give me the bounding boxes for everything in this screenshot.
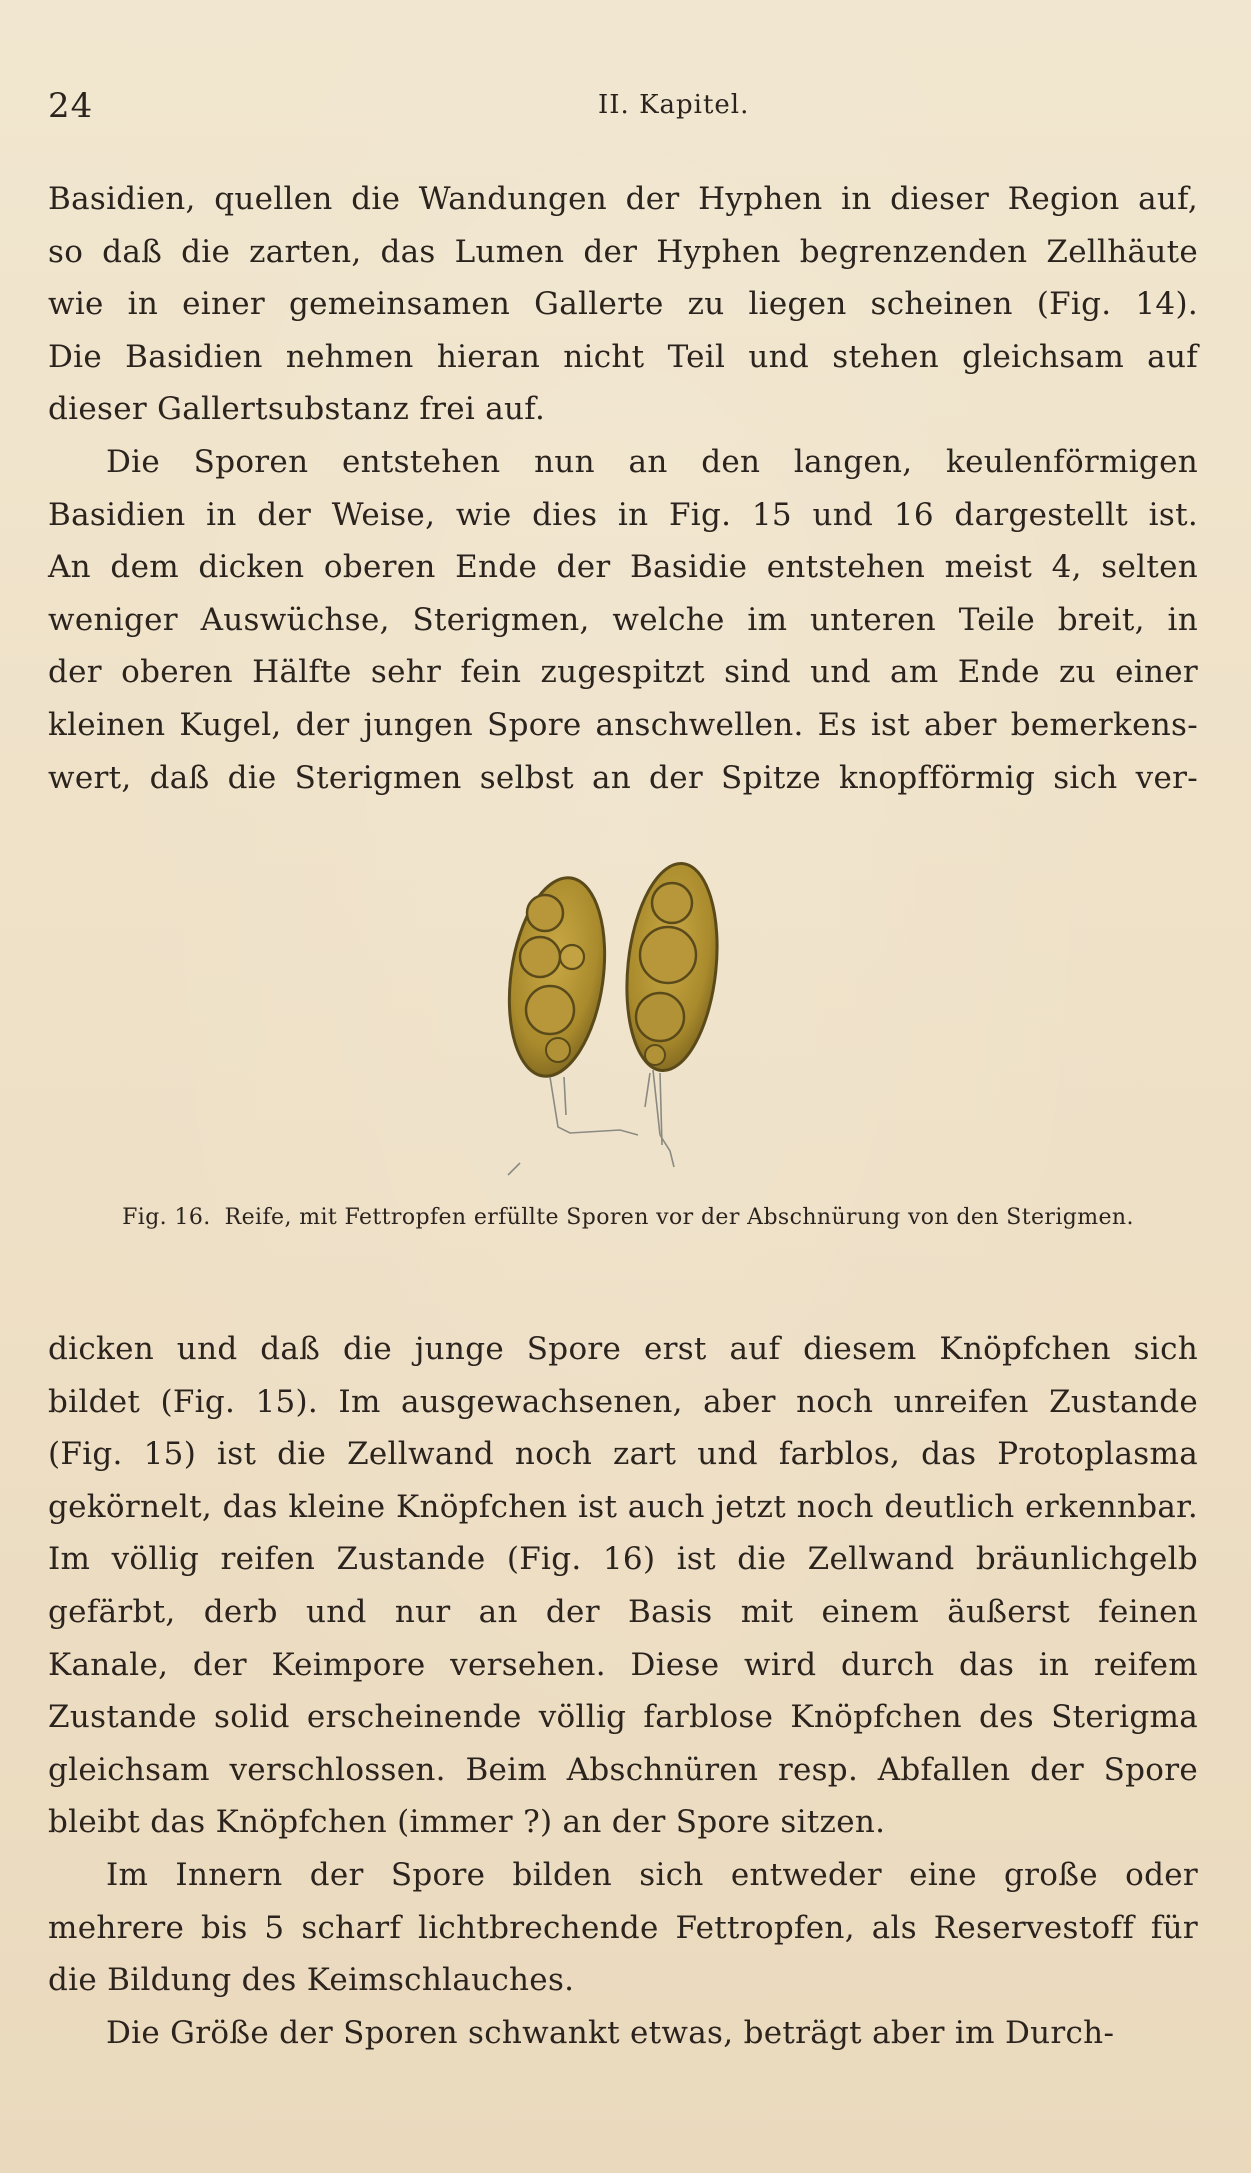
text-line: dieser Gallertsubstanz frei auf. [48,391,546,428]
text-line: so daß die zarten, das Lumen der Hyphen begrenzenden Zellhäute [48,233,1198,270]
text-line: gleichsam verschlossen. Beim Abschnüren resp. Abfallen der Spore [48,1751,1198,1788]
text-line: der oberen Hälfte sehr fein zugespitzt sind und am Ende zu einer [48,654,1198,691]
text-line: wert, daß die Sterigmen selbst an der Spitze knopfförmig sich ver- [48,759,1198,796]
text-line: Die Größe der Sporen schwankt etwas, beträgt aber im Durch- [106,2014,1115,2051]
text-line: die Bildung des Keimschlauches. [48,1962,575,1999]
spores-drawing [500,845,740,1180]
text-block-top [48,173,1198,804]
figure-caption-text: Reife, mit Fettropfen erfüllte Sporen vor der Abschnürung von den Sterigmen. [224,1205,1134,1230]
page-header [48,86,1198,126]
sterigmata-lines [508,1070,674,1175]
text-line: dicken und daß die junge Spore erst auf diesem Knöpfchen sich [48,1331,1198,1367]
text-line: Basidien, quellen die Wandungen der Hyphen in dieser Region auf, [48,181,1198,217]
figure-caption [108,1203,1148,1233]
text-line: (Fig. 15) ist die Zellwand noch zart und farblos, das Protoplasma [48,1436,1198,1473]
text-line: Basidien in der Weise, wie dies in Fig. 15 und 16 dargestellt ist. [48,496,1198,533]
text-line: bleibt das Knöpfchen (immer ?) an der Spore sitzen. [48,1804,886,1841]
text-line: bildet (Fig. 15). Im ausgewachsenen, aber noch unreifen Zustande [48,1383,1198,1420]
text-line: gefärbt, derb und nur an der Basis mit einem äußerst feinen [48,1593,1198,1630]
spore-left [500,872,616,1083]
figure-16-illustration [500,845,740,1180]
text-line: weniger Auswüchse, Sterigmen, welche im unteren Teile breit, in [48,601,1198,638]
text-line: Die Sporen entstehen nun an den langen, keulenförmigen [106,443,1198,480]
running-head: II. Kapitel. [598,90,750,120]
figure-label: Fig. 16. [122,1205,211,1230]
text-line: Die Basidien nehmen hieran nicht Teil und stehen gleichsam auf [48,338,1198,375]
text-line: mehrere bis 5 scharf lichtbrechende Fettropfen, als Reservestoff für [48,1909,1198,1946]
text-line: Zustande solid erscheinende völlig farblose Knöpfchen des Sterigma [48,1699,1198,1736]
text-line: kleinen Kugel, der jungen Spore anschwellen. Es ist aber bemerkens- [48,706,1198,743]
text-line: wie in einer gemeinsamen Gallerte zu liegen scheinen (Fig. 14). [48,286,1198,323]
spore-right [617,859,726,1075]
page-number: 24 [48,86,94,126]
text-line: Im Innern der Spore bilden sich entweder eine große oder [106,1856,1198,1893]
text-line: An dem dicken oberen Ende der Basidie entstehen meist 4, selten [48,549,1198,586]
text-line: gekörnelt, das kleine Knöpfchen ist auch jetzt noch deutlich erkennbar. [48,1488,1198,1525]
text-line: Im völlig reifen Zustande (Fig. 16) ist die Zellwand bräunlichgelb [48,1541,1198,1578]
text-block-bottom [48,1323,1198,2059]
text-line: Kanale, der Keimpore versehen. Diese wird durch das in reifem [48,1646,1198,1683]
